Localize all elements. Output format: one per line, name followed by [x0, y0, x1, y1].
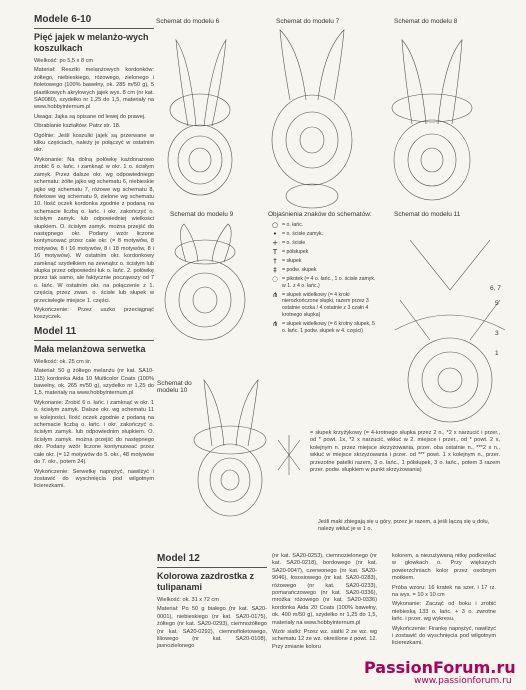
chart-model-6	[168, 40, 232, 195]
tr-cluster-symbol-icon: ⋔	[272, 319, 278, 328]
m11-finishing-text: Wykończenie: Serwetkę naprężyć, nawilżyć i zostawić do wyschnięcia pod wilgotnym licierezkami.	[34, 468, 154, 490]
legend-title: Objaśnienia znaków do schematów:	[268, 211, 372, 218]
legend-item: ○ = o. łańc.	[268, 222, 376, 229]
shaping-text: Obrabianie kształtów: Patrz str. 18.	[34, 123, 121, 130]
divider	[34, 340, 154, 341]
model-12-title: Model 12	[157, 553, 200, 564]
legend-item: ⋔ = słupek widełkowy (= 4 kroki nierozkończone słupki, razem przez 3 ostatnie oczka / 4 ostatnie z 3 czałn 4 krotnego słupka)	[268, 292, 376, 319]
divider	[157, 567, 267, 568]
divider	[34, 28, 154, 29]
tr-symbol-icon: ‡	[273, 266, 277, 274]
chart-model-8	[392, 40, 472, 200]
m12-size-text: Wielkość: ok. 31 x 72 cm	[157, 597, 219, 603]
right-color-text: kolorem, a niezużywaną nitkę podkreślać w głowkach o. Przy większych powierzchniach kolor przez osobnym motkiem.	[392, 553, 496, 582]
schematic-8-label: Schemat do modelu 8	[394, 18, 458, 25]
chain-symbol-icon: ○	[271, 221, 279, 229]
legend-item: † = słupek	[268, 258, 376, 265]
m11-materials-text: Materiał: 50 g żółtego melanżu (nr kat. SA10-115) kordonka Aida 10 Multicolor Coats (100% bawełny, ok. 265 m/50 g), szydełko nr 1,25 do 1,5, materiały na www.hobbyinternum.pl	[34, 368, 154, 397]
models-6-10-title: Modele 6-10	[34, 14, 92, 25]
chart-model-7	[272, 30, 352, 208]
legend-star-symbol	[278, 435, 300, 475]
m11-instructions-text: Wykonanie: Zrobić 6 o. łańc. i zamknąć w okr. 1 o. ścisłym zamyk. Dalsze okr. wg schematu 11 w kolejności. Ilość oczek zgodnie z podaną na schemacie liczbą o. łańc. i okr. zakończyć o. ścisłym zamyk. lub odpowiednim słupkiem. O. ścisłym zamyk. można przejść do następnego okr. Podany wzór liczone kontynuować przez całe okr. (= 12 motywów do 5. okr., 48 motywów do 7. okr., potem 24).	[34, 399, 154, 466]
schematic-10-label: Schemat do modelu 10	[157, 380, 192, 394]
mid-pattern-text: Wzór siatki: Przez wz. siatki 2 ze wz. wg schematu 12 ze wz. określone z powt. 12. Przy zmianie koloru	[272, 629, 377, 650]
picot-symbol-icon: ◌	[271, 275, 279, 283]
left-column	[34, 14, 154, 493]
dc-symbol-icon: †	[273, 257, 277, 265]
schematic-9-label: Schemat do modelu 9	[170, 211, 234, 218]
row-label-5: 5	[495, 300, 499, 307]
chart-model-11	[395, 240, 505, 422]
materials-text: Materiał: Resztki melanżowych kordonków: żółtego, niebieskiego, różowego, zielonego i fioletowego (100% bawełny, ok. 285 m/50 g), 5 plastikowych akrylowych jajek wys. 8 cm (nr kat. SA0080), szydełko nr 1,25 do 1,5, materiały na www.hobbyinternum.pl	[34, 67, 154, 111]
chart-model-9	[165, 224, 245, 340]
right-column	[392, 553, 496, 650]
chart-model-10	[194, 380, 266, 516]
star-stitch-note: = słupek krzyżykowy (= 4-krotnego słupka przez 2 n., *2 x narzucić i przer., od * powt. 1x, *2 x narzucić, wkłuć w 2. miejsce i przer., od * powt. 2 x, kolejnym n. przez miejsce skrzyżowania, przer. oba ostatnie n., ***2 x n., wkłuć w miejsce skrzyżowania i przer. od *** powt. 1 x kolejnym n., przer. przezotne patelki razem, 3 o. łańc., 1 półsłupek, 3 o. łańc., potem 3 razem przer. podw. słupkiem w punkt skrzyżowania)	[310, 430, 500, 474]
model-11-subtitle: Mała melanżowa serwetka	[34, 343, 146, 354]
legend-item: ⋔ = słupek widełkowy (= 6 krotny słupek, 5 o. łańc. 1 podw. słupek w 4. części)	[268, 321, 376, 335]
schematic-7-label: Schemat do modelu 7	[276, 18, 340, 25]
sc-symbol-icon: +	[272, 239, 278, 247]
m11-size-text: Wielkość: ok. 25 cm śr.	[34, 358, 92, 365]
hdc-symbol-icon: T	[272, 248, 278, 256]
note-text: Uwaga: Jajka są opisane od lewej do prawej.	[34, 113, 146, 120]
row-label-3: 3	[495, 330, 499, 337]
models-6-10-subtitle: Pięć jajek w melanżo-wych koszulkach	[34, 32, 149, 53]
watermark-url: www.passionforum.ru	[414, 676, 512, 686]
schematic-6-label: Schemat do modelu 6	[156, 18, 220, 25]
gauge-text: Próba wzoru: 16 kratek na szer. i 17 rz. na wys. = 10 x 10 cm	[392, 584, 496, 599]
legend	[268, 211, 376, 336]
slip-stitch-symbol-icon: •	[272, 230, 278, 238]
watermark-logo: PassionForum.ru	[364, 658, 516, 677]
model-12-section	[157, 553, 267, 653]
legend-item: ‡ = podw. słupek	[268, 267, 376, 274]
row-label-1: 1	[495, 350, 499, 357]
model-12-subtitle: Kolorowa zazdrostka z tulipanami	[157, 571, 255, 592]
right-finishing-text: Wykończenie: Firankę naprężyć, nawilżyć i zostawić do wyschnięcia pod wilgotnym licierezkami.	[392, 625, 496, 647]
legend-item: • = o. ścisłe zamyk.	[268, 231, 376, 238]
right-instructions-text: Wykonanie: Zacząć od boku i zrobić niebieską 133 o. łańc. + 3 o. zwrotne łańc. i przer. wg wykresu.	[392, 601, 496, 623]
legend-item: + = o. ścisłe	[268, 240, 376, 247]
mid-materials-text: (nr kat. SA20-0253), ciemnozielonego (nr kat. SA20-0218), bordowego (nr kat. SA20-0047), czerwonego (nr kat. SA20-9046), łososiowego (nr kat. SA20-0283), różowego (nr kat. SA20-0233), pomarańczowego (nr kat. SA20-0336), mrożka różowego (nr kat. SA20-0336) kordonka Aida 20 Coats (100% bawełny, ok. 400 m/50 g), szydełko nr 1,25 do 1,5, materiały na www.hobbyinternum.pl	[272, 553, 377, 626]
instructions-text: Wykonanie: Na dolną połówkę każdorazowo zrobić 6 o. łańc. i zamknąć w okr. 1 o. ścisłym zamyk. Przez dalsze okr. wg odpowiedniego schematu: żółte jajko wg schematu 6, niebieskie jajko wg schematu 7, różowe wg schematu 8, fioletowe wg schematu 9, zielone wg schematu 10. Ilość oczek kordonka zgodnie z podaną na schemacie liczbą o. łańc. i okr. zakończyć o. ścisłym zamyk. lub odpowiedniej wielkości słupkiem. O. ścisłym zamyk. można przejść do następnego okr. Podany wzór liczone kontynuować przez całe okr. (= 8 motywów, 8 motywów, 8 i 16 motywów, 8 i 18 motywów, 8 i 16 motywów). W ostatnim okr. kordonkowy zamknąć szydełkiem na zewnątrz o. ścisłym lub słupka przez odpowiedni łuk o. łańc. 2. połówkę przez tak samo, ale faktycznie począwszy od 7 o. łańc. W ostatnim okr. na połączenie z 1. częścią przez zwan. o. ścisłe lub słupek w przeciwległe miejsce 1. części.	[34, 156, 154, 304]
row-label-6-7: 6, 7	[490, 285, 501, 292]
model-11-title: Model 11	[34, 325, 77, 337]
m12-materials-text: Materiał: Po 50 g białego (nr kat. SA20-0001), niebieskiego (nr kat. SA20-0175), żółtego (nr kat. SA20-0293), ciemnożółtego (nr kat. SA20-0292), ciemnofioletowego, liliowego (nr kat. SA20-0108), jasnozielonego	[157, 606, 267, 650]
cluster-symbol-icon: ⋔	[272, 290, 278, 299]
schematic-11-label: Schemat do modelu 11	[394, 211, 461, 218]
general-text: Ogólnie: Jeśli koszulki jajek są przerwane w kilku częściach, należy je połączyć w ostatnim okr.	[34, 132, 154, 154]
legend-item: T = półsłupek	[268, 249, 376, 256]
middle-column	[272, 553, 377, 653]
size-text: Wielkość: po 5,5 x 8 cm	[34, 58, 94, 64]
finishing-text: Wykończenie: Przez uszko przeciągnąć koszyczek.	[34, 307, 154, 321]
legend-item: ◌ = pikotek (= 4 o. łańc., 1 o. ścisłe zamyk. w 1. z 4 o. łańc.)	[268, 276, 376, 290]
joining-note: Jeśli maki zbiegają się u góry, przez je razem, a jeśli łączą się u dołu, należy wkłuć je w 1 o.	[318, 519, 490, 533]
